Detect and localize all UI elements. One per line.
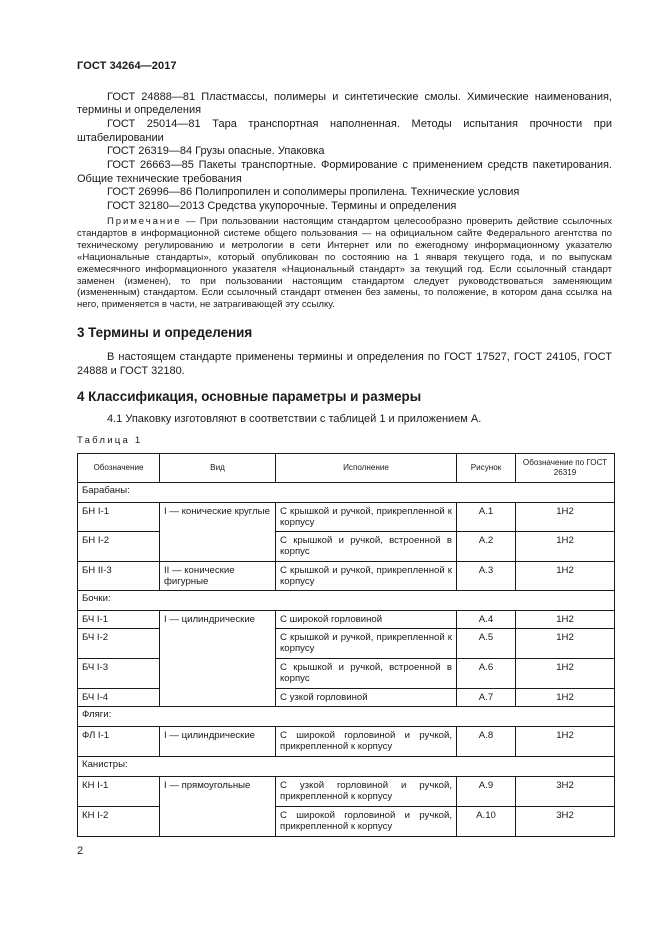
figure-cell: А.9 (457, 777, 516, 807)
table-caption: Таблица 1 (77, 435, 143, 446)
table-row (78, 532, 615, 562)
gost-code-cell: 1Н2 (516, 611, 615, 629)
designation-cell: БН I-2 (78, 532, 160, 562)
designation-cell: КН I-2 (78, 807, 160, 837)
figure-cell: А.7 (457, 689, 516, 707)
section-3-title: 3 Термины и определения (77, 325, 253, 340)
clause-4-1: 4.1 Упаковку изготовляют в соответствии с таблицей 1 и приложением А. (107, 413, 482, 425)
reference-item: ГОСТ 25014—81 Тара транспортная наполненная. Методы испытания прочности при штабелировании (77, 118, 612, 144)
table-row (78, 611, 615, 629)
execution-cell: С крышкой и ручкой, прикрепленной к корпусу (276, 503, 457, 532)
reference-item: ГОСТ 32180—2013 Средства укупорочные. Термины и определения (107, 200, 457, 213)
note-paragraph (77, 216, 612, 311)
table-row (78, 659, 615, 689)
execution-cell: С широкой горловиной и ручкой, прикрепленной к корпусу (276, 807, 457, 837)
table-row (78, 727, 615, 757)
table-row (78, 503, 615, 532)
page-number: 2 (77, 845, 84, 857)
normative-references-list (77, 91, 612, 214)
designation-cell: БН I-1 (78, 503, 160, 532)
section-3-body: В настоящем стандарте применены термины и определения по ГОСТ 17527, ГОСТ 24105, ГОСТ 24888 и ГОСТ 32180. (77, 351, 612, 377)
group-title-canisters: Канистры: (78, 757, 615, 777)
group-row (78, 483, 615, 503)
table-row (78, 807, 615, 837)
gost-code-cell: 1Н2 (516, 659, 615, 689)
gost-code-cell: 3Н2 (516, 807, 615, 837)
figure-cell: А.6 (457, 659, 516, 689)
designation-cell: БН II-3 (78, 562, 160, 591)
designation-cell: КН I-1 (78, 777, 160, 807)
gost-code-cell: 1Н2 (516, 689, 615, 707)
standard-code: ГОСТ 34264—2017 (77, 60, 177, 72)
figure-cell: А.3 (457, 562, 516, 591)
gost-code-cell: 1Н2 (516, 562, 615, 591)
note-label: Примечание (107, 216, 182, 227)
header-figure: Рисунок (457, 454, 516, 483)
header-execution: Исполнение (276, 454, 457, 483)
execution-cell: С узкой горловиной (276, 689, 457, 707)
group-title-drums: Барабаны: (78, 483, 615, 503)
table-row (78, 689, 615, 707)
execution-cell: С широкой горловиной и ручкой, прикрепленной к корпусу (276, 727, 457, 757)
group-row (78, 707, 615, 727)
section-4-title: 4 Классификация, основные параметры и размеры (77, 389, 422, 404)
type-cell: I — цилиндрические (160, 727, 276, 757)
designation-cell: БЧ I-3 (78, 659, 160, 689)
note-text: — При пользовании настоящим стандартом целесообразно проверить действие ссылочных стандартов в информационной системе общего пользования — на официальном сайте Федерального агентства по техническому регулированию и метрологии в сети Интернет или по ежегодному информационному указателю «Национальные стандарты», который опубликован по состоянию на 1 января текущего года, и по выпускам ежемесячного информационного указателя «Национальный стандарт» за текущий год. Если ссылочный стандарт заменен (изменен), то при пользовании настоящим стандартом следует руководствоваться заменяющим (измененным) стандартом. Если ссылочный стандарт отменен без замены, то положение, в котором дана ссылка на него, применяется в части, не затрагивающей эту ссылку. (77, 216, 612, 311)
type-cell: I — прямоугольные (160, 777, 276, 837)
execution-cell: С крышкой и ручкой, прикрепленной к корпусу (276, 629, 457, 659)
reference-item: ГОСТ 24888—81 Пластмассы, полимеры и синтетические смолы. Химические наименования, термины и определения (77, 91, 612, 117)
group-row (78, 591, 615, 611)
group-title-flasks: Фляги: (78, 707, 615, 727)
reference-item: ГОСТ 26319—84 Грузы опасные. Упаковка (107, 145, 325, 158)
figure-cell: А.1 (457, 503, 516, 532)
group-row (78, 757, 615, 777)
classification-table (77, 453, 615, 837)
type-cell: I — цилиндрические (160, 611, 276, 707)
header-designation: Обозначение (78, 454, 160, 483)
header-gost-code: Обозначение по ГОСТ 26319 (516, 454, 615, 483)
gost-code-cell: 1Н2 (516, 503, 615, 532)
table-row (78, 562, 615, 591)
execution-cell: С узкой горловиной и ручкой, прикрепленной к корпусу (276, 777, 457, 807)
gost-code-cell: 1Н2 (516, 629, 615, 659)
header-type: Вид (160, 454, 276, 483)
figure-cell: А.4 (457, 611, 516, 629)
figure-cell: А.5 (457, 629, 516, 659)
type-cell: I — конические круглые (160, 503, 276, 562)
execution-cell: С крышкой и ручкой, встроенной в корпус (276, 532, 457, 562)
reference-item: ГОСТ 26663—85 Пакеты транспортные. Формирование с применением средств пакетирования. Общие технические требования (77, 159, 612, 185)
execution-cell: С крышкой и ручкой, прикрепленной к корпусу (276, 562, 457, 591)
gost-code-cell: 3Н2 (516, 777, 615, 807)
execution-cell: С широкой горловиной (276, 611, 457, 629)
designation-cell: БЧ I-1 (78, 611, 160, 629)
designation-cell: БЧ I-2 (78, 629, 160, 659)
reference-item: ГОСТ 26996—86 Полипропилен и сополимеры пропилена. Технические условия (107, 186, 520, 199)
table-row (78, 777, 615, 807)
table-row (78, 629, 615, 659)
figure-cell: А.2 (457, 532, 516, 562)
gost-code-cell: 1Н2 (516, 532, 615, 562)
table-header-row (78, 454, 615, 483)
gost-code-cell: 1Н2 (516, 727, 615, 757)
designation-cell: ФЛ I-1 (78, 727, 160, 757)
figure-cell: А.8 (457, 727, 516, 757)
figure-cell: А.10 (457, 807, 516, 837)
designation-cell: БЧ I-4 (78, 689, 160, 707)
group-title-barrels: Бочки: (78, 591, 615, 611)
type-cell: II — конические фигурные (160, 562, 276, 591)
execution-cell: С крышкой и ручкой, встроенной в корпус (276, 659, 457, 689)
